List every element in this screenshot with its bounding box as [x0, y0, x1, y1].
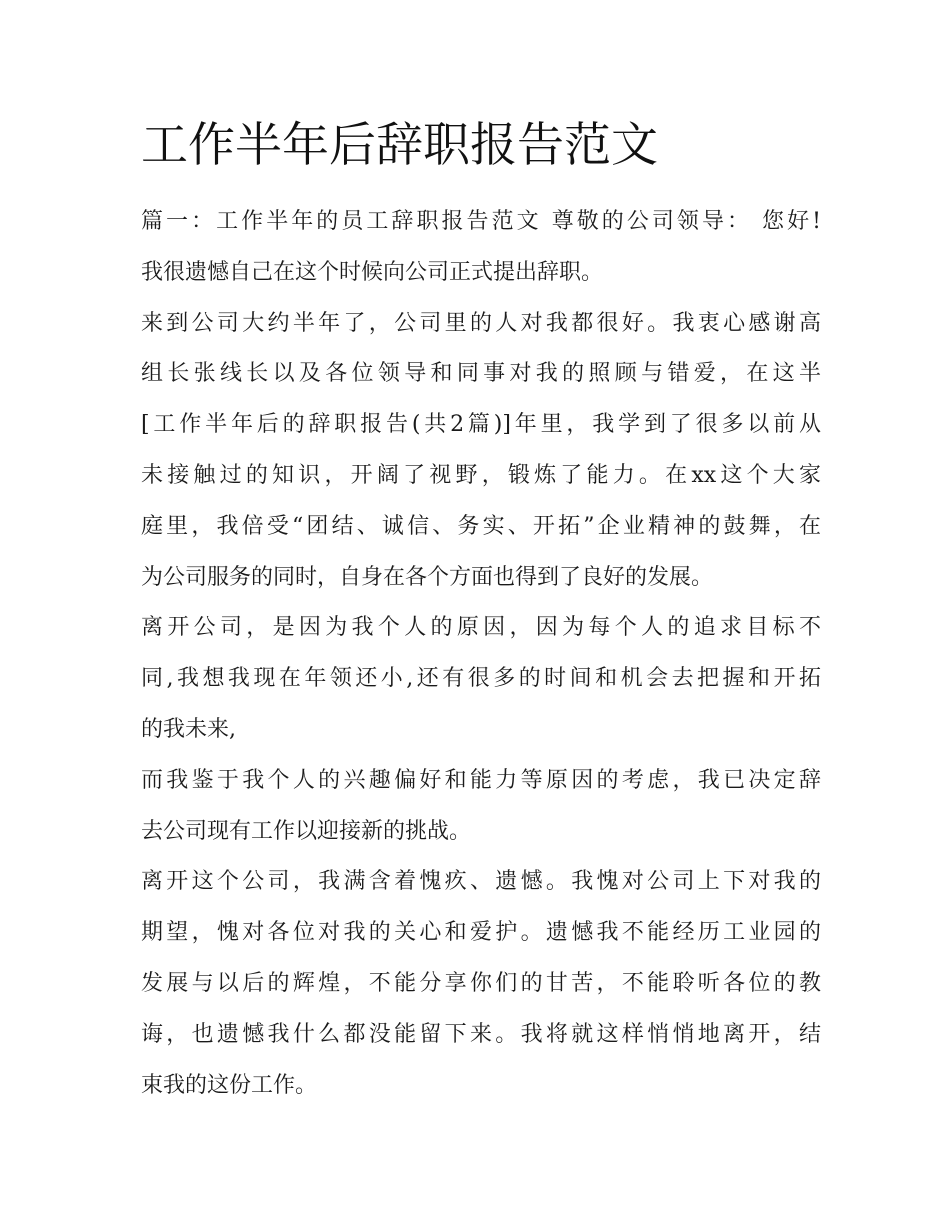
- document-title: 工作半年后辞职报告范文: [141, 118, 658, 173]
- body-line: 离开公司，是因为我个人的原因，因为每个人的追求目标不: [141, 615, 821, 641]
- body-line: 同,我想我现在年领还小,还有很多的时间和机会去把握和开拓: [141, 666, 821, 692]
- body-line: 未接触过的知识，开阔了视野，锻炼了能力。在xx这个大家: [141, 462, 821, 488]
- body-line: 篇一：工作半年的员工辞职报告范文 尊敬的公司领导： 您好!: [141, 209, 821, 234]
- body-line: 发展与以后的辉煌，不能分享你们的甘苦，不能聆听各位的教: [141, 970, 821, 996]
- body-line: 诲，也遗憾我什么都没能留下来。我将就这样悄悄地离开，结: [141, 1021, 821, 1047]
- body-line: 期望，愧对各位对我的关心和爱护。遗憾我不能经历工业园的: [141, 920, 821, 946]
- body-line: 离开这个公司，我满含着愧疚、遗憾。我愧对公司上下对我的: [141, 869, 821, 895]
- body-line: 我很遗憾自己在这个时候向公司正式提出辞职。: [141, 259, 604, 285]
- body-line: 庭里，我倍受“团结、诚信、务实、开拓”企业精神的鼓舞，在: [141, 513, 821, 539]
- body-line: 而我鉴于我个人的兴趣偏好和能力等原因的考虑，我已决定辞: [141, 767, 821, 793]
- body-line: 为公司服务的同时，自身在各个方面也得到了良好的发展。: [141, 564, 714, 590]
- body-line: 束我的这份工作。: [141, 1072, 318, 1098]
- body-line: 去公司现有工作以迎接新的挑战。: [141, 818, 472, 844]
- body-line: 组长张线长以及各位领导和同事对我的照顾与错爱，在这半: [141, 361, 821, 387]
- body-line: 的我未来,: [141, 716, 236, 742]
- document-body: [141, 202, 821, 1116]
- body-line: 来到公司大约半年了，公司里的人对我都很好。我衷心感谢高: [141, 310, 821, 336]
- body-line: [工作半年后的辞职报告(共2篇)]年里，我学到了很多以前从: [141, 412, 821, 438]
